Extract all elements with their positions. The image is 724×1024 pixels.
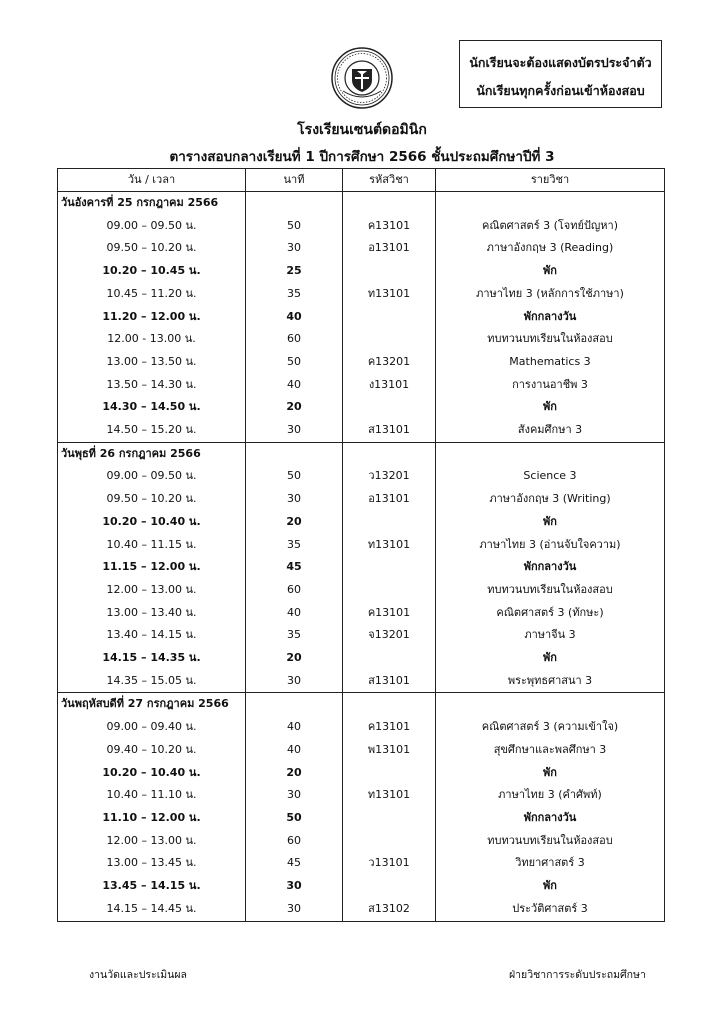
table-row: [58, 624, 665, 647]
subject-cell: พัก: [436, 647, 665, 670]
code-cell: [343, 306, 436, 329]
subject-cell: พัก: [436, 511, 665, 534]
subject-cell: คณิตศาสตร์ 3 (ความเข้าใจ): [436, 716, 665, 739]
time-cell: 10.45 – 11.20 น.: [58, 283, 246, 306]
time-cell: 14.30 – 14.50 น.: [58, 396, 246, 419]
code-cell: จ13201: [343, 624, 436, 647]
minutes-cell: 30: [246, 670, 343, 693]
day-label: วันพุธที่ 26 กรกฎาคม 2566: [58, 442, 246, 465]
minutes-cell: 50: [246, 351, 343, 374]
day-row: [58, 693, 665, 716]
table-row: [58, 830, 665, 853]
minutes-cell: 20: [246, 511, 343, 534]
subject-cell: พักกลางวัน: [436, 306, 665, 329]
time-cell: 09.50 – 10.20 น.: [58, 237, 246, 260]
table-row: [58, 396, 665, 419]
code-cell: อ13101: [343, 237, 436, 260]
subject-cell: คณิตศาสตร์ 3 (โจทย์ปัญหา): [436, 215, 665, 238]
schedule-title: ตารางสอบกลางเรียนที่ 1 ปีการศึกษา 2566 ชั้นประถมศึกษาปีที่ 3: [169, 149, 555, 165]
table-row: [58, 306, 665, 329]
code-cell: ค13101: [343, 602, 436, 625]
table-row: [58, 579, 665, 602]
subject-cell: ทบทวนบทเรียนในห้องสอบ: [436, 830, 665, 853]
subject-cell: ภาษาจีน 3: [436, 624, 665, 647]
minutes-cell: 35: [246, 283, 343, 306]
subject-cell: ภาษาไทย 3 (คำศัพท์): [436, 784, 665, 807]
time-cell: 11.20 – 12.00 น.: [58, 306, 246, 329]
empty-cell: [246, 442, 343, 465]
code-cell: ว13201: [343, 465, 436, 488]
table-body: [58, 192, 665, 922]
empty-cell: [436, 192, 665, 215]
subject-cell: ทบทวนบทเรียนในห้องสอบ: [436, 328, 665, 351]
subject-cell: สุขศึกษาและพลศึกษา 3: [436, 739, 665, 762]
code-cell: [343, 830, 436, 853]
table-row: [58, 374, 665, 397]
minutes-cell: 40: [246, 374, 343, 397]
table-row: [58, 602, 665, 625]
time-cell: 14.35 – 15.05 น.: [58, 670, 246, 693]
empty-cell: [343, 442, 436, 465]
table-row: [58, 762, 665, 785]
day-label: วันพฤหัสบดีที่ 27 กรกฎาคม 2566: [58, 693, 246, 716]
time-cell: 09.00 – 09.50 น.: [58, 465, 246, 488]
code-cell: ค13101: [343, 716, 436, 739]
code-cell: ท13101: [343, 784, 436, 807]
table-row: [58, 852, 665, 875]
time-cell: 10.40 – 11.15 น.: [58, 534, 246, 557]
table-row: [58, 283, 665, 306]
subject-cell: คณิตศาสตร์ 3 (ทักษะ): [436, 602, 665, 625]
notice-line-1: นักเรียนจะต้องแสดงบัตรประจำตัว: [469, 55, 652, 70]
time-cell: 13.50 – 14.30 น.: [58, 374, 246, 397]
exam-schedule-table: [57, 168, 665, 922]
table-row: [58, 511, 665, 534]
table-row: [58, 556, 665, 579]
minutes-cell: 50: [246, 465, 343, 488]
empty-cell: [343, 693, 436, 716]
code-cell: ง13101: [343, 374, 436, 397]
subject-cell: Mathematics 3: [436, 351, 665, 374]
minutes-cell: 50: [246, 807, 343, 830]
table-row: [58, 215, 665, 238]
time-cell: 09.40 – 10.20 น.: [58, 739, 246, 762]
table-row: [58, 260, 665, 283]
time-cell: 10.40 – 11.10 น.: [58, 784, 246, 807]
time-cell: 13.00 – 13.40 น.: [58, 602, 246, 625]
subject-cell: ทบทวนบทเรียนในห้องสอบ: [436, 579, 665, 602]
table-row: [58, 875, 665, 898]
code-cell: ท13101: [343, 283, 436, 306]
table-row: [58, 419, 665, 442]
time-cell: 14.15 – 14.35 น.: [58, 647, 246, 670]
minutes-cell: 25: [246, 260, 343, 283]
table-row: [58, 488, 665, 511]
subject-cell: สังคมศึกษา 3: [436, 419, 665, 442]
subject-cell: พัก: [436, 396, 665, 419]
subject-cell: Science 3: [436, 465, 665, 488]
notice-box: [459, 40, 662, 108]
minutes-cell: 30: [246, 419, 343, 442]
header-day-time: วัน / เวลา: [58, 169, 246, 192]
minutes-cell: 60: [246, 328, 343, 351]
minutes-cell: 20: [246, 762, 343, 785]
subject-cell: ภาษาไทย 3 (หลักการใช้ภาษา): [436, 283, 665, 306]
code-cell: [343, 260, 436, 283]
minutes-cell: 30: [246, 488, 343, 511]
code-cell: [343, 396, 436, 419]
table-row: [58, 898, 665, 921]
time-cell: 09.50 – 10.20 น.: [58, 488, 246, 511]
minutes-cell: 20: [246, 396, 343, 419]
table-row: [58, 647, 665, 670]
minutes-cell: 30: [246, 898, 343, 921]
minutes-cell: 30: [246, 784, 343, 807]
subject-cell: พัก: [436, 875, 665, 898]
empty-cell: [343, 192, 436, 215]
time-cell: 09.00 – 09.40 น.: [58, 716, 246, 739]
minutes-cell: 40: [246, 716, 343, 739]
header-minutes: นาที: [246, 169, 343, 192]
table-row: [58, 328, 665, 351]
minutes-cell: 30: [246, 875, 343, 898]
code-cell: ค13201: [343, 351, 436, 374]
time-cell: 11.10 – 12.00 น.: [58, 807, 246, 830]
minutes-cell: 60: [246, 830, 343, 853]
table-row: [58, 237, 665, 260]
subject-cell: พัก: [436, 260, 665, 283]
footer-left: งานวัดและประเมินผล: [89, 969, 187, 981]
time-cell: 10.20 – 10.40 น.: [58, 762, 246, 785]
code-cell: ส13101: [343, 670, 436, 693]
footer-right: ฝ่ายวิชาการระดับประถมศึกษา: [509, 969, 646, 981]
subject-cell: พักกลางวัน: [436, 556, 665, 579]
code-cell: [343, 807, 436, 830]
time-cell: 12.00 - 13.00 น.: [58, 328, 246, 351]
time-cell: 14.50 – 15.20 น.: [58, 419, 246, 442]
minutes-cell: 20: [246, 647, 343, 670]
time-cell: 13.00 – 13.45 น.: [58, 852, 246, 875]
minutes-cell: 50: [246, 215, 343, 238]
code-cell: ส13101: [343, 419, 436, 442]
minutes-cell: 35: [246, 624, 343, 647]
time-cell: 13.40 – 14.15 น.: [58, 624, 246, 647]
time-cell: 12.00 – 13.00 น.: [58, 830, 246, 853]
code-cell: ว13101: [343, 852, 436, 875]
empty-cell: [246, 192, 343, 215]
minutes-cell: 60: [246, 579, 343, 602]
code-cell: ค13101: [343, 215, 436, 238]
time-cell: 10.20 – 10.45 น.: [58, 260, 246, 283]
minutes-cell: 40: [246, 739, 343, 762]
subject-cell: วิทยาศาสตร์ 3: [436, 852, 665, 875]
time-cell: 11.15 – 12.00 น.: [58, 556, 246, 579]
table-header-row: [58, 169, 665, 192]
empty-cell: [246, 693, 343, 716]
code-cell: อ13101: [343, 488, 436, 511]
code-cell: [343, 762, 436, 785]
day-row: [58, 442, 665, 465]
minutes-cell: 45: [246, 556, 343, 579]
header-code: รหัสวิชา: [343, 169, 436, 192]
code-cell: [343, 875, 436, 898]
notice-line-2: นักเรียนทุกครั้งก่อนเข้าห้องสอบ: [476, 83, 645, 98]
table-row: [58, 784, 665, 807]
minutes-cell: 35: [246, 534, 343, 557]
minutes-cell: 30: [246, 237, 343, 260]
subject-cell: ภาษาอังกฤษ 3 (Writing): [436, 488, 665, 511]
table-row: [58, 716, 665, 739]
subject-cell: พระพุทธศาสนา 3: [436, 670, 665, 693]
code-cell: พ13101: [343, 739, 436, 762]
code-cell: ส13102: [343, 898, 436, 921]
code-cell: [343, 579, 436, 602]
table-row: [58, 351, 665, 374]
time-cell: 13.00 – 13.50 น.: [58, 351, 246, 374]
minutes-cell: 40: [246, 306, 343, 329]
subject-cell: ภาษาอังกฤษ 3 (Reading): [436, 237, 665, 260]
school-name: โรงเรียนเซนต์ดอมินิก: [297, 122, 427, 138]
time-cell: 09.00 – 09.50 น.: [58, 215, 246, 238]
subject-cell: พักกลางวัน: [436, 807, 665, 830]
table-row: [58, 807, 665, 830]
subject-cell: พัก: [436, 762, 665, 785]
time-cell: 12.00 – 13.00 น.: [58, 579, 246, 602]
subject-cell: การงานอาชีพ 3: [436, 374, 665, 397]
school-emblem-icon: [331, 47, 393, 109]
table-row: [58, 670, 665, 693]
code-cell: [343, 511, 436, 534]
subject-cell: ภาษาไทย 3 (อ่านจับใจความ): [436, 534, 665, 557]
header-subject: รายวิชา: [436, 169, 665, 192]
code-cell: ท13101: [343, 534, 436, 557]
subject-cell: ประวัติศาสตร์ 3: [436, 898, 665, 921]
table-row: [58, 465, 665, 488]
time-cell: 10.20 – 10.40 น.: [58, 511, 246, 534]
minutes-cell: 40: [246, 602, 343, 625]
code-cell: [343, 328, 436, 351]
minutes-cell: 45: [246, 852, 343, 875]
day-label: วันอังคารที่ 25 กรกฎาคม 2566: [58, 192, 246, 215]
code-cell: [343, 556, 436, 579]
table-row: [58, 534, 665, 557]
code-cell: [343, 647, 436, 670]
day-row: [58, 192, 665, 215]
time-cell: 13.45 – 14.15 น.: [58, 875, 246, 898]
empty-cell: [436, 693, 665, 716]
empty-cell: [436, 442, 665, 465]
table-row: [58, 739, 665, 762]
time-cell: 14.15 – 14.45 น.: [58, 898, 246, 921]
